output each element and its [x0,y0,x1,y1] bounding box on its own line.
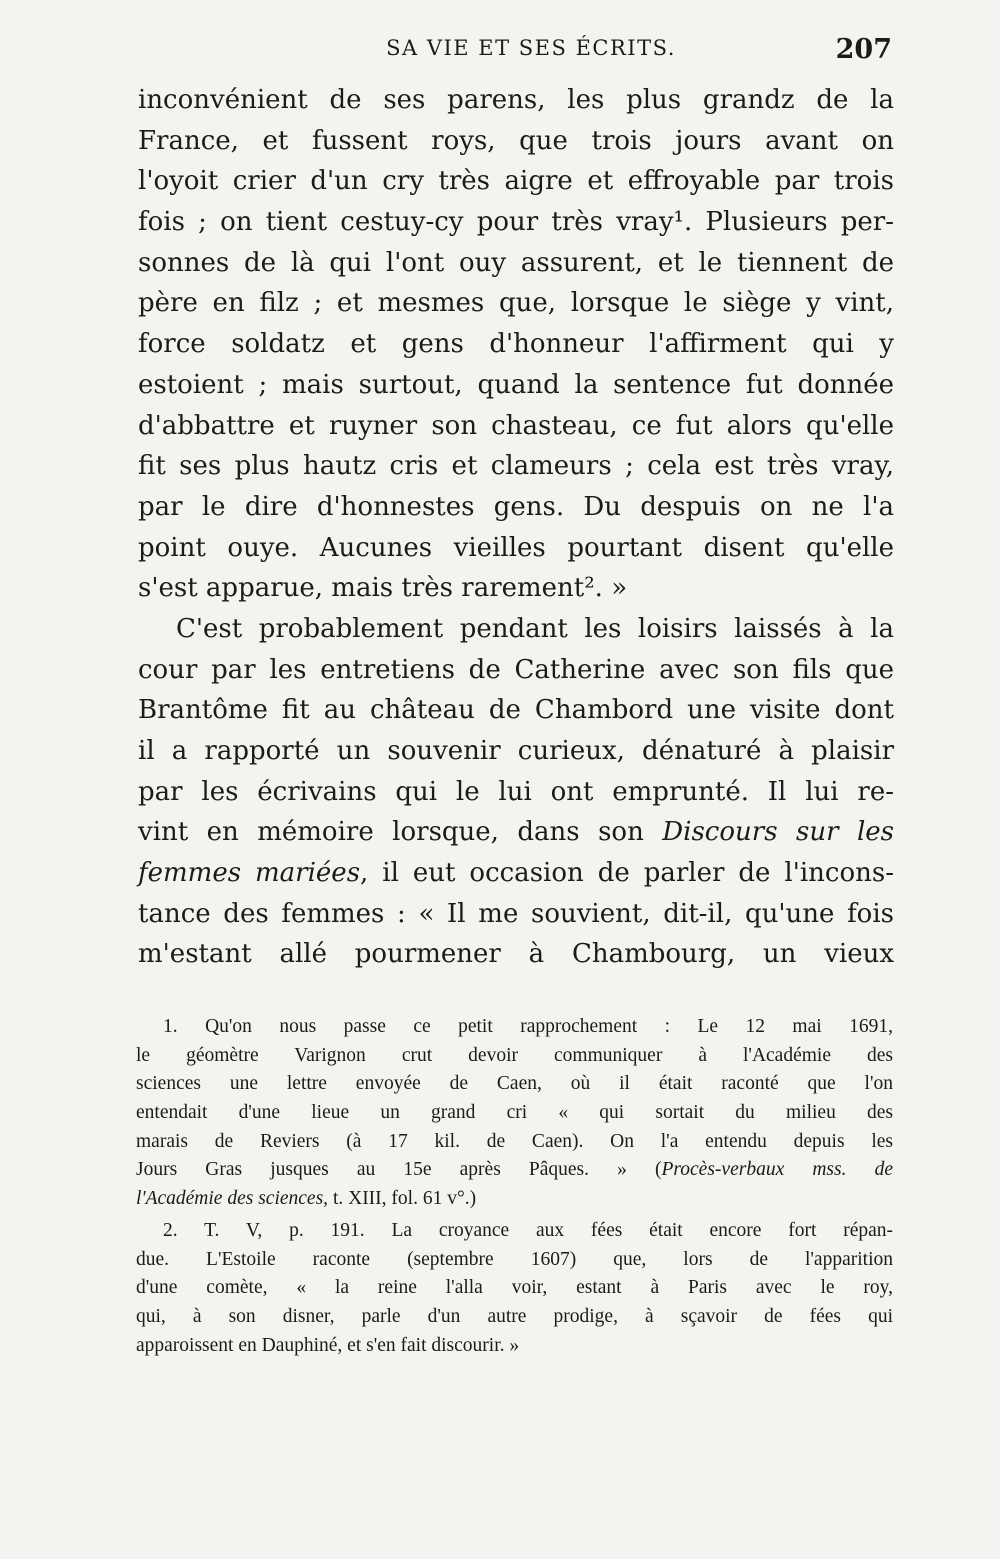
main-text [138,80,894,975]
body-line-with-italic [138,853,894,894]
body-line: cour par les entretiens de Catherine avec son fils que [138,654,894,685]
footnote-line: due. L'Estoile raconte (septembre 1607) que, lors de l'apparition [136,1248,893,1270]
footnote-line: entendait d'une lieue un grand cri « qui sortait du milieu des [136,1102,893,1124]
footnote-line: le géomètre Varignon crut devoir communiquer à l'Académie des [136,1044,893,1066]
body-line: point ouye. Aucunes vieilles pourtant disent qu'elle [138,532,894,563]
body-line: s'est apparue, mais très rarement². » [138,573,628,604]
body-line: l'oyoit crier d'un cry très aigre et effroyable par trois [138,166,894,197]
running-title: SA VIE ET SES ÉCRITS. [386,36,676,60]
footnote-line-with-italic [136,1185,893,1214]
footnote-line: qui, à son disner, parle d'un autre prodige, à sçavoir de fées qui [136,1305,893,1327]
footnotes [136,1013,893,1360]
italic-title: femmes mariées [138,858,361,889]
body-line: fit ses plus hautz cris et clameurs ; cela est très vray, [138,451,894,482]
body-line: France, et fussent roys, que trois jours avant on [138,125,894,156]
body-line: sonnes de là qui l'ont ouy assurent, et le tiennent de [138,247,894,278]
body-line: Brantôme fit au château de Chambord une visite dont [138,695,894,726]
footnote-line: d'une comète, « la reine l'alla voir, estant à Paris avec le roy, [136,1277,893,1299]
running-head [140,36,892,70]
footnote-line: 2. T. V, p. 191. La croyance aux fées était encore fort répan- [163,1219,893,1241]
body-line: fois ; on tient cestuy-cy pour très vray¹. Plusieurs per- [138,207,894,238]
italic-source: l'Académie des sciences, [136,1188,329,1210]
body-line: m'estant allé pourmener à Chambourg, un vieux [138,939,894,970]
page-number: 207 [835,34,892,65]
body-line: d'abbattre et ruyner son chasteau, ce fut alors qu'elle [138,410,894,441]
body-text: , il eut occasion de parler de l'incons- [360,858,894,889]
body-line: C'est probablement pendant les loisirs laissés à la [176,613,894,644]
footnote-text: t. XIII, fol. 61 v°.) [328,1188,477,1210]
footnote-line: apparoissent en Dauphiné, et s'en fait discourir. » [136,1334,520,1356]
footnote-line-with-italic [136,1156,893,1185]
body-line: par les écrivains qui le lui ont emprunté. Il lui re- [138,776,894,807]
footnote-text: Jours Gras jusques au 15e après Pâques. » ( [136,1159,662,1181]
body-line: il a rapporté un souvenir curieux, dénaturé à plaisir [138,736,894,766]
body-line: force soldatz et gens d'honneur l'affirment qui y [138,329,894,360]
body-text: vint en mémoire lorsque, dans son [138,817,663,848]
body-line: père en filz ; et mesmes que, lorsque le siège y vint, [138,288,894,319]
body-line: par le dire d'honnestes gens. Du despuis on ne l'a [138,491,894,522]
body-line: tance des femmes : « Il me souvient, dit-il, qu'une fois [138,898,894,929]
italic-title: Discours sur les [662,817,895,848]
body-line: inconvénient de ses parens, les plus grandz de la [138,85,894,115]
body-line: estoient ; mais surtout, quand la sentence fut donnée [138,369,894,400]
body-line-with-italic [138,812,894,853]
footnote-line: marais de Reviers (à 17 kil. de Caen). On l'a entendu depuis les [136,1130,893,1152]
footnote-line: 1. Qu'on nous passe ce petit rapprochement : Le 12 mai 1691, [163,1016,893,1037]
footnote-line: sciences une lettre envoyée de Caen, où il était raconté que l'on [136,1073,893,1095]
italic-source: Procès-verbaux mss. de [661,1159,893,1181]
